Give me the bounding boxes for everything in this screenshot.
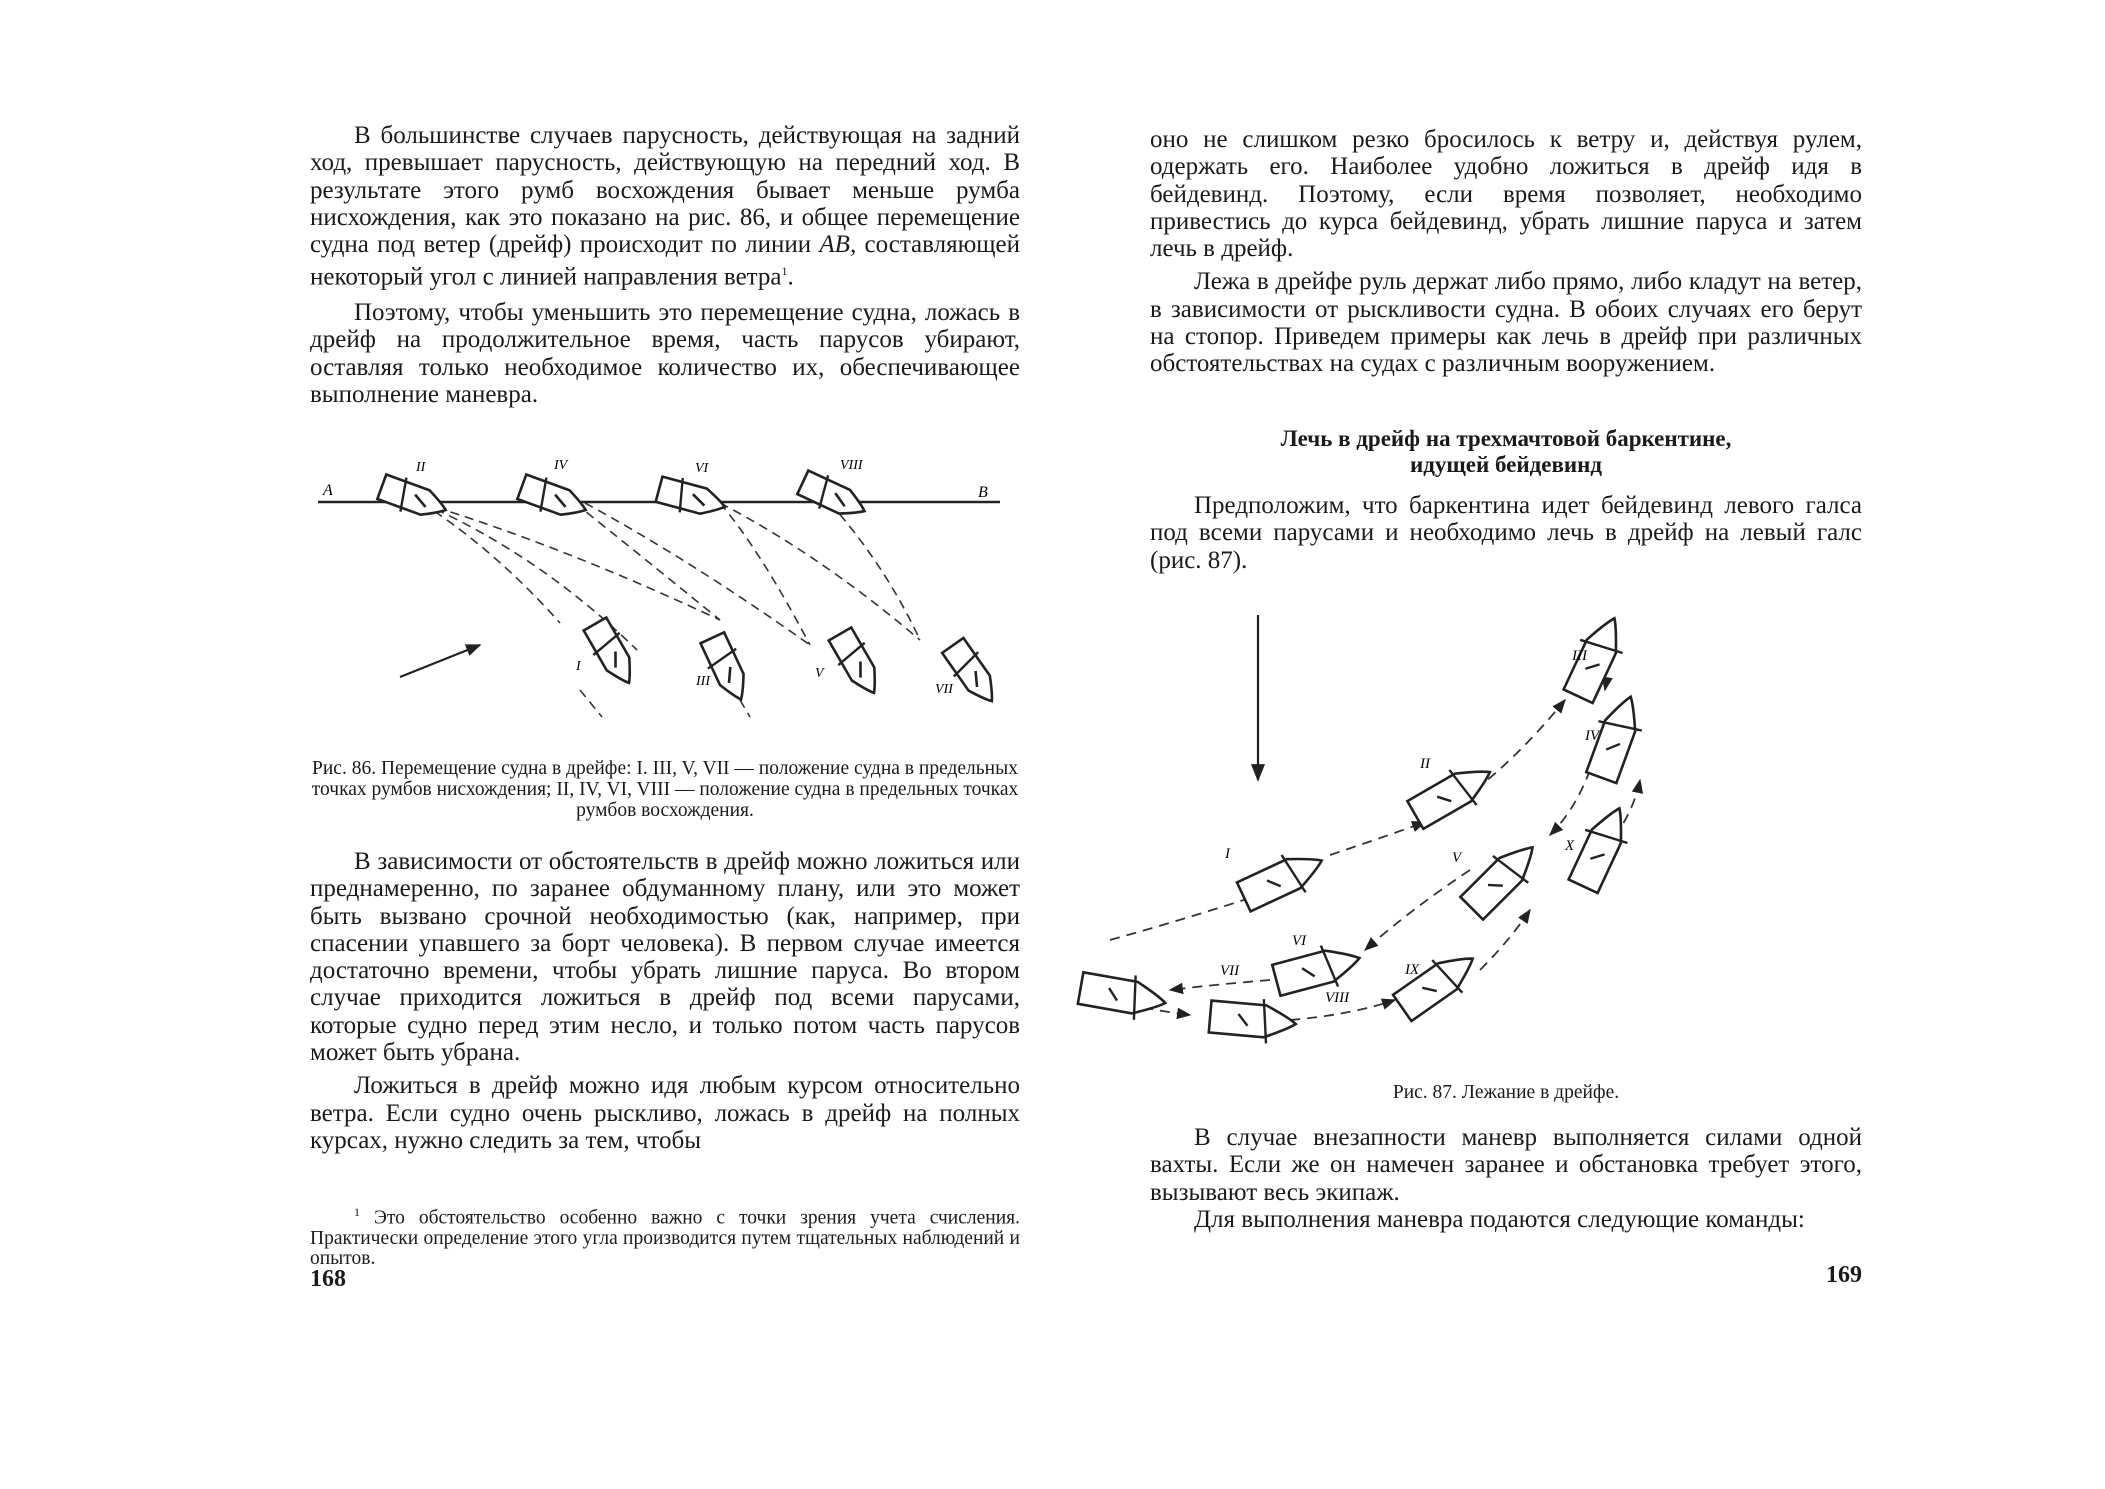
footnote-ref: 1 bbox=[781, 264, 788, 279]
boat-87-viii bbox=[1208, 995, 1298, 1046]
label-iv: IV bbox=[554, 458, 568, 473]
footnote: $^1$ Это обстоятельство особенно важно с точки зрения учета счисления. Практически определение этого угла производится путем тщательных наблюдений и опытов. bbox=[310, 1205, 1020, 1269]
boat-87-iii bbox=[1558, 609, 1634, 706]
label-87-ii: II bbox=[1420, 756, 1430, 772]
right-paragraph-3: Предположим, что баркентина идет бейдевинд левого галса под всеми парусами и необходимо лечь в дрейф на левый галс (рис. 87). bbox=[1150, 492, 1862, 574]
left-paragraph-2: Поэтому, чтобы уменьшить это перемещение судна, ложась в дрейф на продолжительное время, часть парусов убирают, оставляя только необходимое количество их, обеспечивающее выполнение маневра. bbox=[310, 299, 1020, 408]
section-heading bbox=[1150, 426, 1862, 478]
left-paragraph-3: В зависимости от обстоятельств в дрейф можно ложиться или преднамеренно, по заранее обдуманному плану, или это может быть вызвано срочной необходимостью (как, например, при спасении упавшего за борт человека). В первом случае имеется достаточно времени, чтобы убрать лишние паруса. Во втором случае приходится ложиться в дрейф под всеми парусами, которые судно перед этим несло, и только потом часть парусов может быть убрана. bbox=[310, 848, 1020, 1067]
boat-viii bbox=[796, 467, 872, 527]
boat-vi bbox=[655, 473, 729, 523]
boat-iv bbox=[516, 471, 592, 526]
drift-tracks bbox=[422, 503, 920, 717]
label-vii: VII bbox=[935, 682, 953, 697]
label-87-ix: IX bbox=[1405, 962, 1420, 978]
right-mid-text bbox=[1150, 492, 1862, 574]
boat-87-ix bbox=[1390, 941, 1486, 1026]
label-viii: VIII bbox=[840, 458, 863, 473]
figure-86 bbox=[310, 455, 1020, 715]
boat-87-vi bbox=[1271, 937, 1365, 1002]
right-paragraph-2: Лежа в дрейфе руль держат либо прямо, либо кладут на ветер, в зависимости от рыскливости судна. В обоих случаях его берут на стопор. Приведем примеры как лечь в дрейф при различных обстоятельствах на судах с различным вооружением. bbox=[1150, 268, 1862, 378]
label-87-vii: VII bbox=[1220, 963, 1240, 979]
boat-87-v bbox=[1456, 832, 1548, 924]
right-bottom-text bbox=[1150, 1124, 1862, 1233]
boat-v bbox=[825, 626, 888, 702]
right-paragraph-5: Для выполнения маневра подаются следующие команды: bbox=[1194, 1205, 1805, 1233]
boat-87-x bbox=[1563, 799, 1639, 896]
right-paragraph-1: оно не слишком резко бросилось к ветру и, действуя рулем, одержать его. Наиболее удобно ложиться в дрейф идя в бейдевинд. Поэтому, если время позволяет, необходимо привестись до курса бейдевинд, убрать лишние паруса и затем лечь в дрейф. bbox=[1150, 126, 1862, 263]
figure-86-caption: Рис. 86. Перемещение судна в дрейфе: I. III, V, VII — положение судна в предельных точках румбов нисхождения; II, IV, VI, VIII — положение судна в предельных точках румбов восхождения. bbox=[311, 758, 1019, 821]
line-ab-label: AB, bbox=[819, 231, 857, 259]
boat-87-vii bbox=[1077, 966, 1169, 1024]
boat-87-ii bbox=[1404, 753, 1500, 834]
label-a: A bbox=[323, 482, 333, 499]
left-top-text bbox=[310, 122, 1020, 408]
page-number-right: 169 bbox=[1826, 1262, 1862, 1288]
figure-87-caption: Рис. 87. Лежание в дрейфе. bbox=[1392, 1082, 1620, 1103]
label-vi: VI bbox=[695, 461, 709, 476]
left-bottom-text bbox=[310, 848, 1020, 1154]
maneuver-paths bbox=[1110, 630, 1640, 1020]
label-87-vi: VI bbox=[1292, 933, 1307, 949]
heading-line-1: Лечь в дрейф на трехмачтовой баркентине, bbox=[1280, 426, 1732, 451]
label-b: B bbox=[978, 484, 988, 501]
boat-87-i bbox=[1234, 841, 1331, 917]
label-87-i: I bbox=[1225, 846, 1230, 862]
left-paragraph-4: Ложиться в дрейф можно идя любым курсом относительно ветра. Если судно очень рыскливо, ложась в дрейф на полных курсах, нужно следить за тем, чтобы bbox=[310, 1072, 1020, 1154]
label-87-v: V bbox=[1452, 850, 1462, 866]
label-87-viii: VIII bbox=[1325, 990, 1350, 1006]
label-87-iii: III bbox=[1572, 648, 1587, 664]
boat-ii bbox=[376, 471, 452, 526]
footnote-mark: 1 bbox=[354, 1205, 360, 1219]
label-iii: III bbox=[696, 674, 710, 689]
boat-vii bbox=[939, 636, 1006, 711]
boat-i bbox=[580, 616, 643, 692]
right-paragraph-4: В случае внезапности маневр выполняется силами одной вахты. Если же он намечен заранее и обстановка требует этого, вызывают весь экипаж. bbox=[1150, 1124, 1862, 1206]
page-number-left: 168 bbox=[310, 1266, 346, 1292]
label-v: V bbox=[815, 666, 824, 681]
label-i: I bbox=[576, 659, 581, 674]
wind-arrow bbox=[400, 645, 480, 677]
heading-line-2: идущей бейдевинд bbox=[1409, 452, 1603, 477]
left-paragraph-1: В большинстве случаев парусность, действующая на задний ход, превышает парусность, действующую на передний ход. В результате этого румб восхождения бывает меньше румба нисхождения, как это показано на рис. 86, и общее перемещение судна под ветер (дрейф) происходит по линии AB, составляющей некоторый угол с линией направления ветра$^1$. bbox=[310, 122, 1020, 291]
boat-iii bbox=[697, 631, 757, 707]
label-87-iv: IV bbox=[1585, 728, 1600, 744]
label-ii: II bbox=[416, 460, 426, 475]
label-87-x: X bbox=[1565, 838, 1575, 854]
figure-87 bbox=[1220, 610, 1790, 1050]
right-top-text bbox=[1150, 126, 1862, 378]
